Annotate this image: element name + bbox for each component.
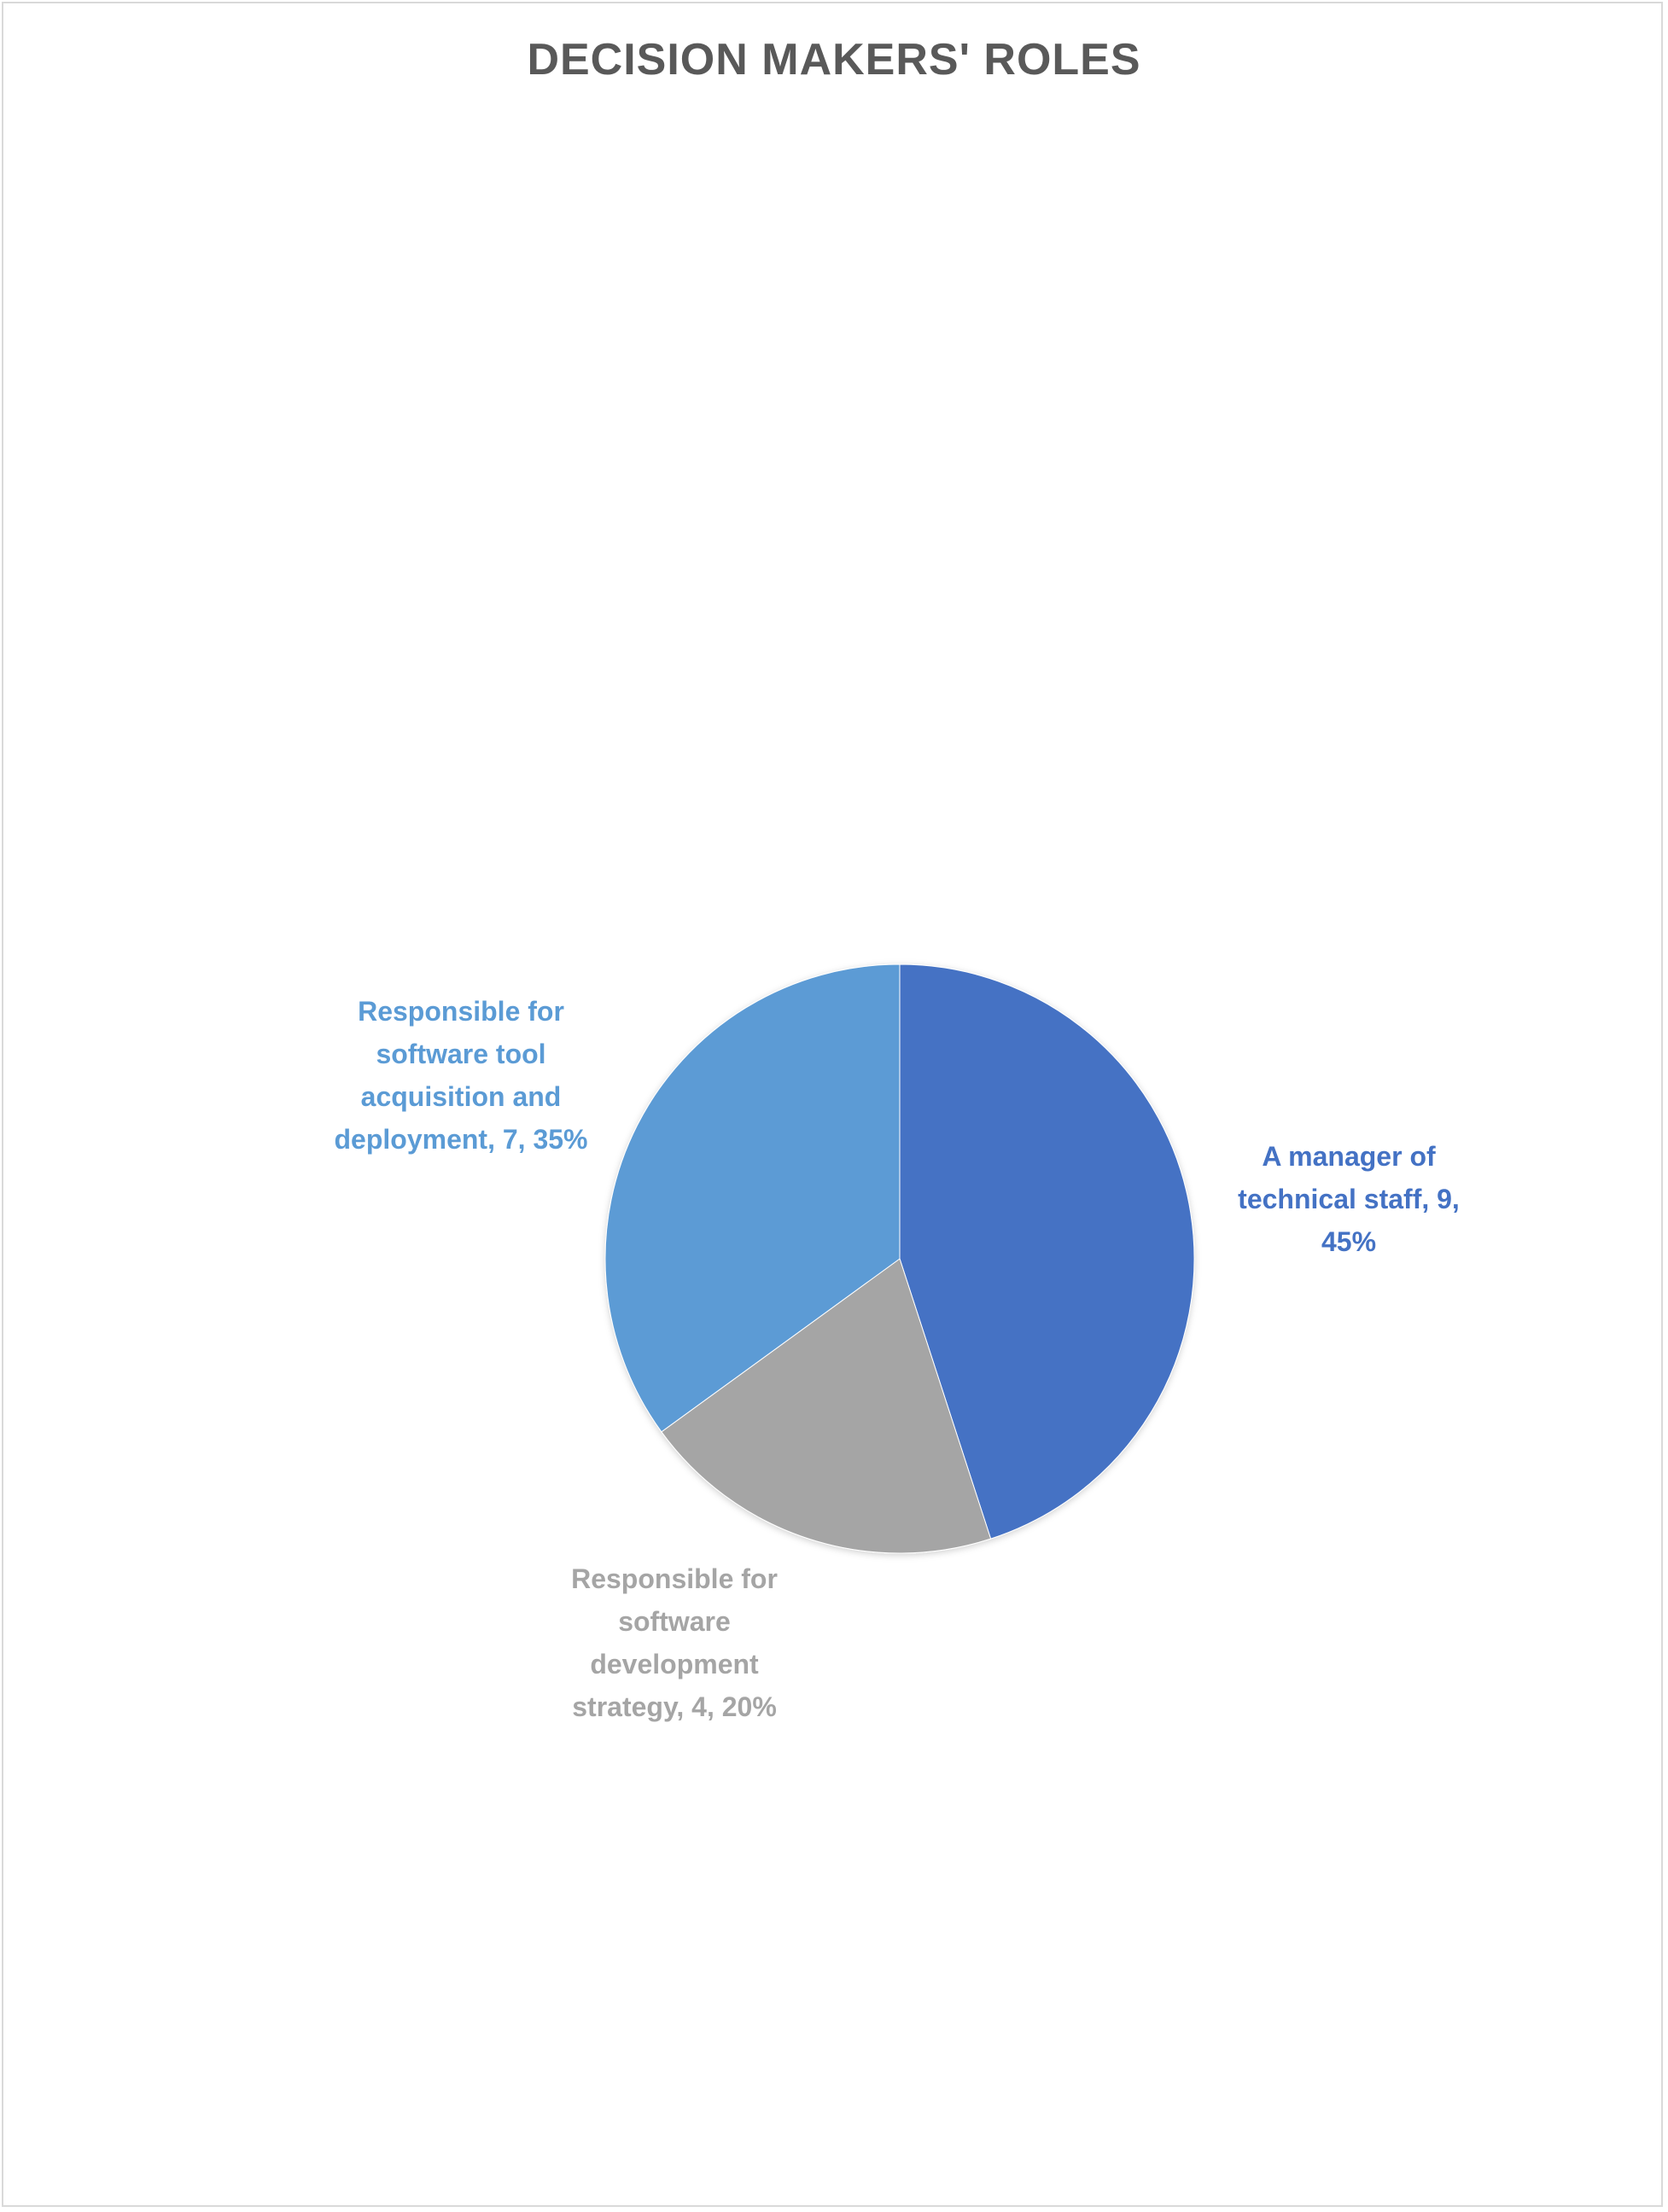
slice-label-development-strategy: Responsible for software development strategy, 4, 20% (571, 1563, 778, 1722)
slice-label-manager-technical-staff: A manager of technical staff, 9, 45% (1238, 1141, 1460, 1257)
slice-label-tool-acquisition: Responsible for software tool acquisition and deployment, 7, 35% (334, 996, 588, 1155)
chart-title: DECISION MAKERS' ROLES (527, 35, 1141, 84)
